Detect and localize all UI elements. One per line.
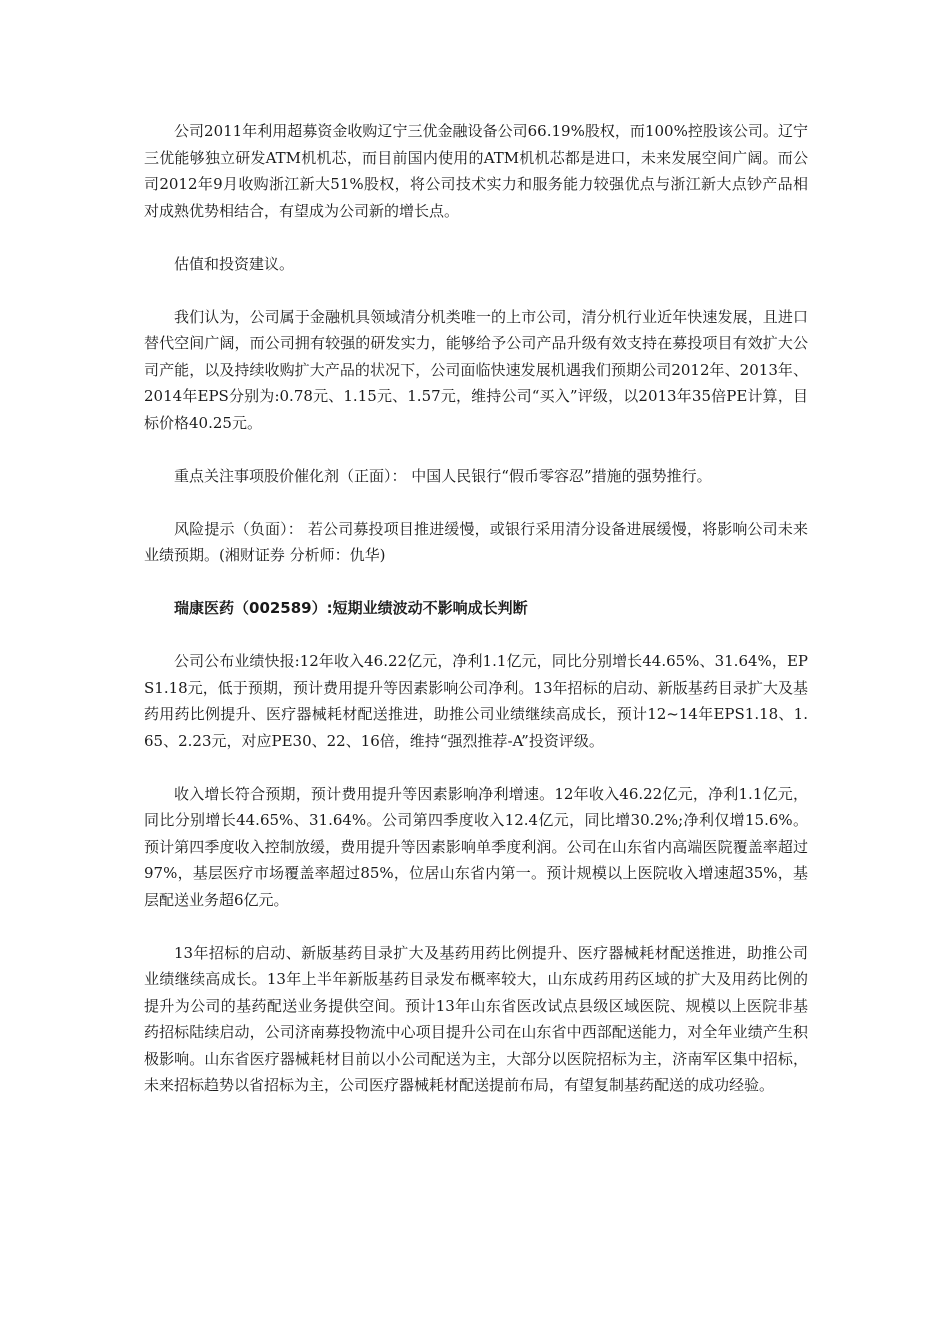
paragraph-outlook: 13年招标的启动、新版基药目录扩大及基药用药比例提升、医疗器械耗材配送推进，助推公司业绩继续高成长。13年上半年新版基药目录发布概率较大，山东成药用药区域的扩大及用药比例的提升为公司的基药配送业务提供空间。预计13年山东省医改试点县级区域医院、规模以上医院非基药招标陆续启动，公司济南募投物流中心项目提升公司在山东省中西部配送能力，对全年业绩产生积极影响。山东省医疗器械耗材目前以小公司配送为主，大部分以医院招标为主，济南军区集中招标，未来招标趋势以省招标为主，公司医疗器械耗材配送提前布局，有望复制基药配送的成功经验。 — [144, 943, 808, 1094]
paragraph-gap — [144, 224, 808, 251]
paragraph-catalyst: 重点关注事项股价催化剂（正面）： 中国人民银行“假币零容忍”措施的强势推行。 — [174, 466, 712, 485]
paragraph-gap — [144, 569, 808, 596]
paragraph-earnings-flash: 公司公布业绩快报:12年收入46.22亿元，净利1.1亿元，同比分别增长44.65%、31.64%，EPS1.18元，低于预期，预计费用提升等因素影响公司净利。13年招标的启动、新版基药目录扩大及基药用药比例提升、医疗器械耗材配送推进，助推公司业绩继续高成长，预计12~14年EPS1.18、1.65、2.23元，对应PE30、22、16倍，维持“强烈推荐-A”投资评级。 — [144, 652, 808, 750]
paragraph-revenue-growth: 收入增长符合预期，预计费用提升等因素影响净利增速。12年收入46.22亿元，净利1.1亿元，同比分别增长44.65%、31.64%。公司第四季度收入12.4亿元，同比增30.2%;净利仅增15.6%。预计第四季度收入控制放缓，费用提升等因素影响单季度利润。公司在山东省内高端医院覆盖率超过97%，基层医疗市场覆盖率超过85%，位居山东省内第一。预计规模以上医院收入增速超35%，基层配送业务超6亿元。 — [144, 784, 808, 909]
paragraph-valuation-heading: 估值和投资建议。 — [174, 254, 295, 273]
document-body — [144, 118, 808, 1099]
paragraph-risk: 风险提示（负面）： 若公司募投项目推进缓慢，或银行采用清分设备进展缓慢，将影响公司未来业绩预期。(湘财证券 分析师：仇华) — [144, 519, 808, 564]
paragraph-gap — [144, 622, 808, 649]
section-title: 瑞康医药（002589）:短期业绩波动不影响成长判断 — [174, 599, 528, 617]
paragraph-gap — [144, 277, 808, 304]
paragraph-investment-view: 我们认为，公司属于金融机具领域清分机类唯一的上市公司，清分机行业近年快速发展，且进口替代空间广阔，而公司拥有较强的研发实力，能够给予公司产品升级有效支持在募投项目有效扩大公司产能，以及持续收购扩大产品的状况下，公司面临快速发展机遇我们预期公司2012年、2013年、2014年EPS分别为:0.78元、1.15元、1.57元，维持公司“买入”评级，以2013年35倍PE计算，目标价格40.25元。 — [144, 307, 808, 432]
paragraph-gap — [144, 436, 808, 463]
paragraph-gap — [144, 489, 808, 516]
paragraph-gap — [144, 913, 808, 940]
paragraph-acquisition: 公司2011年利用超募资金收购辽宁三优金融设备公司66.19%股权，而100%控股该公司。辽宁三优能够独立研发ATM机机芯，而目前国内使用的ATM机机芯都是进口，未来发展空间广阔。而公司2012年9月收购浙江新大51%股权，将公司技术实力和服务能力较强优点与浙江新大点钞产品相对成熟优势相结合，有望成为公司新的增长点。 — [144, 122, 808, 220]
paragraph-gap — [144, 754, 808, 781]
